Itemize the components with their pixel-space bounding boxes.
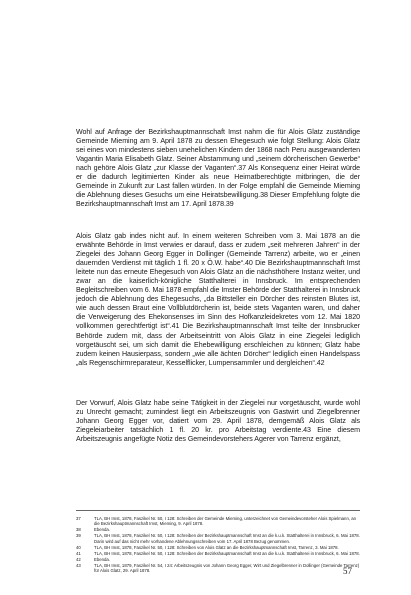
footnote-text: TLA, BH Imst, 1878, Faszikel Nr. 50, I 128: Schreiben der Bezirkshauptmannschaft Imst an die k.u.k. Statthalterei in Innsbruck, 6. Mai 1878. Darin wird auf das nicht mehr vorhandene Ablehnungsschreiben vom 17. April 1878 Bezug genommen. xyxy=(94,533,360,544)
footnote xyxy=(76,545,360,550)
footnote-text: Ebenda. xyxy=(94,556,111,562)
footnote-text: TLA, BH Imst, 1878, Faszikel Nr. 50, I 128: Schreiben der Gemeinde Mieming, unterzeichnet von Gemeindevorsteher Alois Spielmann, an die Bezirkshauptmannschaft Imst, Mieming, 9. April 1878. xyxy=(94,516,357,527)
footnote xyxy=(76,527,360,532)
footnote-number: 40 xyxy=(76,544,81,550)
footnote xyxy=(76,563,360,574)
footnote xyxy=(76,551,360,556)
footnote-text: Ebenda. xyxy=(94,527,111,533)
footnote-number: 41 xyxy=(76,550,81,556)
footnote-number: 38 xyxy=(76,527,81,533)
paragraph-3: Der Vorwurf, Alois Glatz habe seine Tätigkeit in der Ziegelei nur vorgetäuscht, wurde wohl zu Unrecht gemacht; zumindest liegt ein Arbeitszeugnis von Gastwirt und Ziegelbrenner Johann Georg Egger vor, datiert vom 29. April 1878, demgemäß Alois Glatz als Ziegeleiarbeiter tatsächlich 1 fl. 20 kr. pro Arbeitstag verdiente.43 Eine diesem Arbeitszeugnis angefügte Notiz des Gemeindevorstehers Agerer von Tarrenz ergänzt, xyxy=(76,399,360,444)
paragraph-1: Wohl auf Anfrage der Bezirkshauptmannschaft Imst nahm die für Alois Glatz zuständige Gemeinde Mieming am 9. April 1878 zu dessen Ehegesuch wie folgt Stellung: Alois Glatz sei eines von mindestens sieben unehelichen Kindern der 1868 nach Peru ausgewanderten Vagantin Maria Elisabeth Glatz. Seiner Abstammung und „seinem dörcherischen Gewerbe“ nach gehöre Alois Glatz „zur Klasse der Vaganten“.37 Als Konsequenz einer Heirat würde er die dadurch legitimierten Kinder als neue Heimatberechtigte mitbringen, die der Gemeinde in Zukunft zur Last fallen würden. In der Folge empfahl die Gemeinde Mieming die Ablehnung dieses Gesuchs um eine Heiratsbewilligung.38 Dieser Empfehlung folgte die Bezirkshauptmannschaft Imst am 17. April 1878.39 xyxy=(76,128,360,209)
footnote-number: 42 xyxy=(76,556,81,562)
footnote-text: TLA, BH Imst, 1878, Faszikel Nr. 50, I 128: Schreiben von Alois Glatz an die Bezirkshauptmannschaft Imst, Tarrenz, 3. Mai 1878. xyxy=(94,544,339,550)
footnote-number: 39 xyxy=(76,533,81,539)
footnote xyxy=(76,533,360,544)
footnote xyxy=(76,516,360,527)
footnote xyxy=(76,557,360,562)
footnote-number: 37 xyxy=(76,516,81,521)
footnote-text: TLA, BH Imst, 1879, Faszikel Nr. 54, I 24: Arbeitszeugnis von Johann Georg Egger, Wirt und Ziegelbrenner in Dollinger (Gemeinde Tarrenz) für Alois Glatz, 29. April 1878. xyxy=(94,562,360,574)
page-number: 57 xyxy=(343,566,352,576)
footnote-number: 43 xyxy=(76,562,81,568)
footnote-divider xyxy=(76,510,360,511)
footnote-text: TLA, BH Imst, 1878, Faszikel Nr. 50, I 128: Schreiben der Bezirkshauptmannschaft Imst an die k.u.k. Statthalterei in Innsbruck, 6. Mai 1878. xyxy=(94,550,360,556)
footnotes xyxy=(76,516,360,574)
paragraph-2: Alois Glatz gab indes nicht auf. In einem weiteren Schreiben vom 3. Mai 1878 an die erwähnte Behörde in Imst verwies er darauf, dass er zudem „seit mehreren Jahren“ in der Ziegelei des Johann Georg Egger in Dollinger (Gemeinde Tarrenz) arbeite, wo er „einen dauernden Verdienst mit täglich 1 fl. 20 x Ö.W. habe“.40 Die Bezirkshauptmannschaft Imst leitete nun das erneute Ehegesuch von Alois Glatz an die nächsthöhere Instanz weiter, und zwar an die kaiserlich-königliche Statthalterei in Innsbruck. Im entsprechenden Begleitschreiben vom 6. Mai 1878 empfahl die Imster Behörde der Statthalterei in Innsbruck jedoch die Ablehnung des Ehegesuchs, „da Bittsteller ein Dörcher des reinsten Blutes ist, wie auch dessen Braut eine Vollblutdörcherin ist, beide stets Vaganten waren, und daher die Verweigerung des Ehekonsenses im Sinn des Hofkanzleidekretes vom 12. Mai 1820 vollkommen gerechtfertigt ist“.41 Die Bezirkshauptmannschaft Imst teilte der Innsbrucker Behörde zudem mit, dass der Arbeitseintritt von Alois Glatz in eine Ziegelei lediglich vorgetäuscht sei, um sich damit die Ehebewilligung erschleichen zu können; Glatz habe zudem keinen Hausierpass, sondern „wie alle ächten Dörcher“ lediglich einen Handelspass „als Regenschirmreparateur, Kesselflicker, Lumpensammler und dergleichen“.42 xyxy=(76,232,360,367)
